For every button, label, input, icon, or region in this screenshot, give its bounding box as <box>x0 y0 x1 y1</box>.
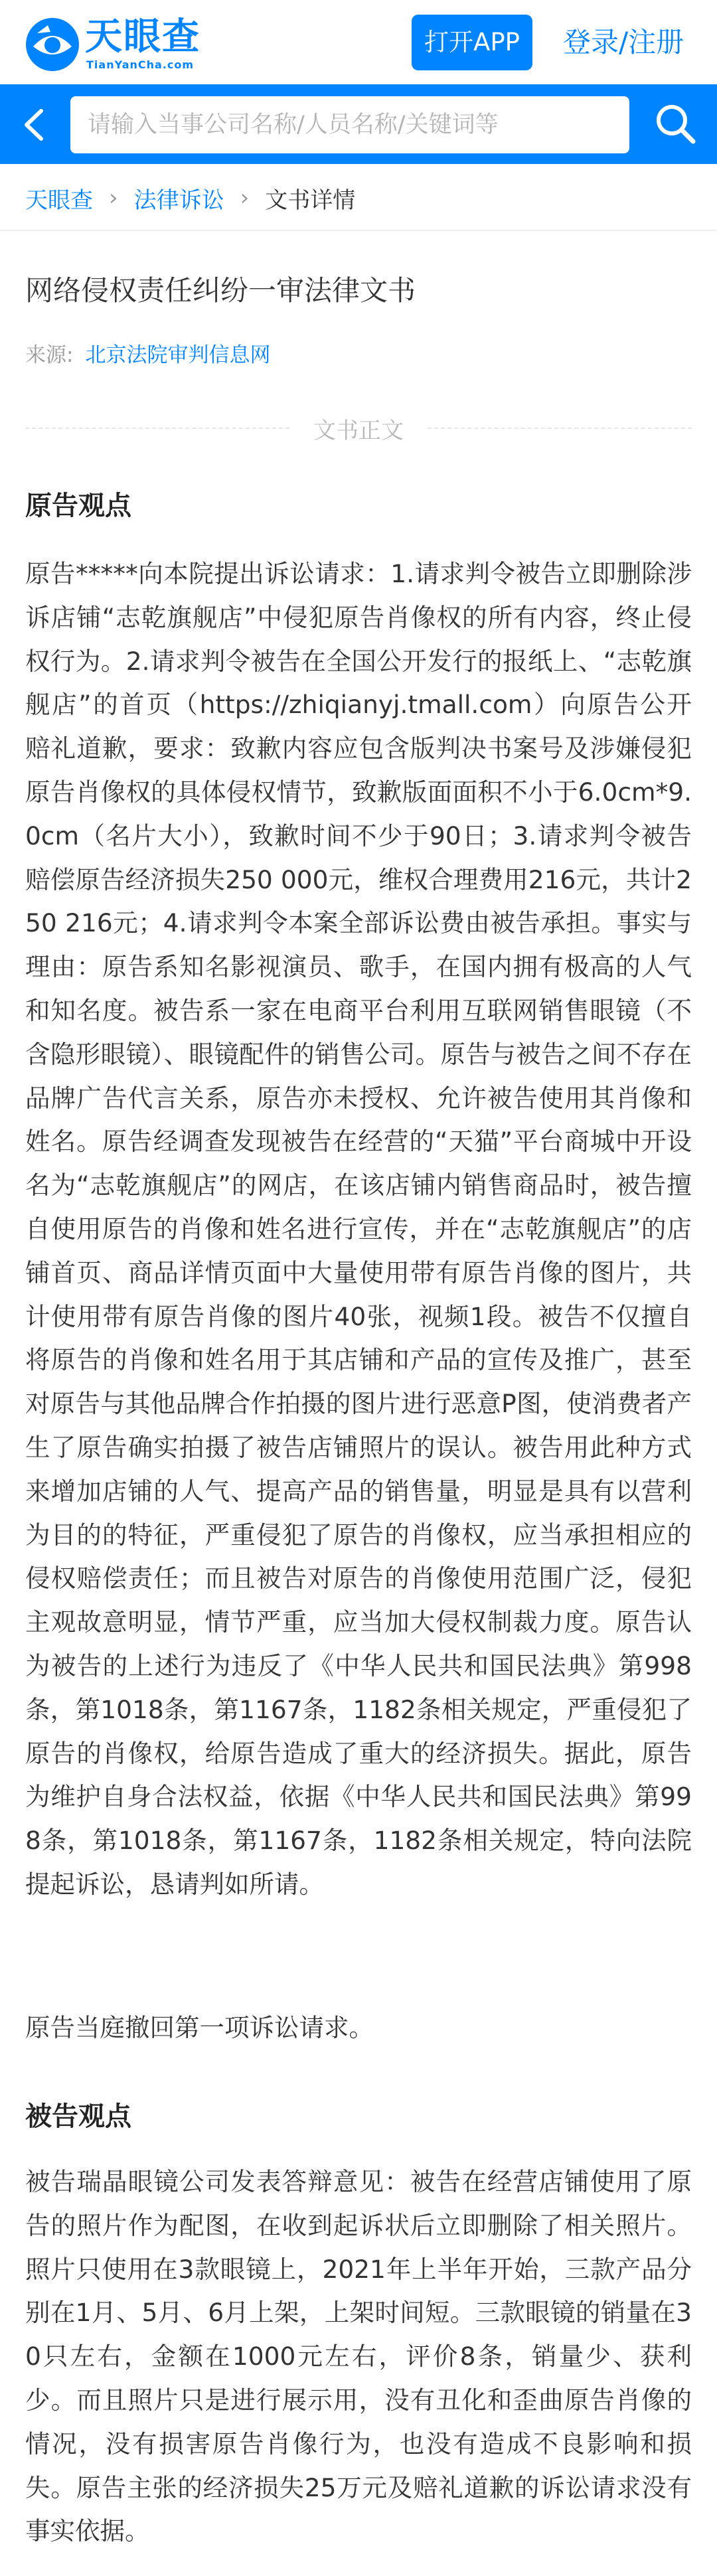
tianyancha-logo[interactable] <box>24 13 216 73</box>
breadcrumb-home-link[interactable]: 天眼查 <box>25 187 93 214</box>
search-bar <box>0 84 717 164</box>
section-heading-defendant: 被告观点 <box>25 2101 131 2132</box>
breadcrumb-current: 文书详情 <box>265 187 356 214</box>
open-app-button[interactable]: 打开APP <box>412 15 532 70</box>
login-register-link[interactable]: 登录/注册 <box>563 26 684 58</box>
chevron-right-icon: › <box>240 185 250 211</box>
source-link[interactable]: 北京法院审判信息网 <box>85 343 271 367</box>
chevron-right-icon: › <box>109 185 118 211</box>
logo-eye-icon <box>24 16 81 73</box>
section-heading-plaintiff: 原告观点 <box>25 491 131 521</box>
body-section-divider <box>25 412 692 445</box>
search-input[interactable] <box>70 96 629 153</box>
plaintiff-paragraph-withdrawal: 原告当庭撤回第一项诉讼请求。 <box>25 2013 374 2042</box>
body-divider-label: 文书正文 <box>313 417 404 444</box>
breadcrumb <box>25 178 355 218</box>
top-header <box>0 0 717 84</box>
page-title: 网络侵权责任纠纷一审法律文书 <box>25 274 416 307</box>
document-source <box>25 339 270 372</box>
divider <box>0 230 717 231</box>
search-icon[interactable] <box>651 99 701 149</box>
source-label: 来源: <box>25 343 74 367</box>
logo-subtext: TianYanCha.com <box>86 58 195 71</box>
breadcrumb-lawsuit-link[interactable]: 法律诉讼 <box>133 187 224 214</box>
back-arrow-icon[interactable] <box>12 102 58 148</box>
plaintiff-paragraph: 原告*****向本院提出诉讼请求：1.请求判令被告立即删除涉诉店铺“志乾旗舰店”中侵犯原告肖像权的所有内容，终止侵权行为。2.请求判令被告在全国公开发行的报纸上、“志乾旗舰店”的首页（https://zhiqianyj.tmall.com）向原告公开赔礼道歉，要求：致歉内容应包含版判决书案号及涉嫌侵犯原告肖像权的具体侵权情节，致歉版面面积不小于6.0cm*9.0cm（名片大小），致歉时间不少于90日；3.请求判令被告赔偿原告经济损失250 000元，维权合理费用216元，共计250 216元；4.请求判令本案全部诉讼费由被告承担。事实与理由：原告系知名影视演员、歌手，在国内拥有极高的人气和知名度。被告系一家在电商平台利用互联网销售眼镜（不含隐形眼镜）、眼镜配件的销售公司。原告与被告之间不存在品牌广告代言关系，原告亦未授权、允许被告使用其肖像和姓名。原告经调查发现被告在经营的“天猫”平台商城中开设名为“志乾旗舰店”的网店，在该店铺内销售商品时，被告擅自使用原告的肖像和姓名进行宣传，并在“志乾旗舰店”的店铺首页、商品详情页面中大量使用带有原告肖像的图片，共计使用带有原告肖像的图片40张，视频1段。被告不仅擅自将原告的肖像和姓名用于其店铺和产品的宣传及推广，甚至对原告与其他品牌合作拍摄的图片进行恶意P图，使消费者产生了原告确实拍摄了被告店铺照片的误认。被告用此种方式来增加店铺的人气、提高产品的销售量，明显是具有以营利为目的的特征，严重侵犯了原告的肖像权，应当承担相应的侵权赔偿责任；而且被告对原告的肖像使用范围广泛，侵犯主观故意明显，情节严重，应当加大侵权制裁力度。原告认为被告的上述行为违反了《中华人民共和国民法典》第998条，第1018条，第1167条，1182条相关规定，严重侵犯了原告的肖像权，给原告造成了重大的经济损失。据此，原告为维护自身合法权益，依据《中华人民共和国民法典》第998条，第1018条，第1167条，1182条相关规定，特向法院提起诉讼，恳请判如所请。 <box>25 559 692 1899</box>
defendant-paragraph: 被告瑞晶眼镜公司发表答辩意见：被告在经营店铺使用了原告的照片作为配图，在收到起诉状后立即删除了相关照片。照片只使用在3款眼镜上，2021年上半年开始，三款产品分别在1月、5月、6月上架，上架时间短。三款眼镜的销量在30只左右，金额在1000元左右，评价8条，销量少、获利少。而且照片只是进行展示用，没有丑化和歪曲原告肖像的情况，没有损害原告肖像行为，也没有造成不良影响和损失。原告主张的经济损失25万元及赔礼道歉的诉讼请求没有事实依据。 <box>25 2167 692 2546</box>
logo-text: 天眼查 <box>85 15 200 58</box>
